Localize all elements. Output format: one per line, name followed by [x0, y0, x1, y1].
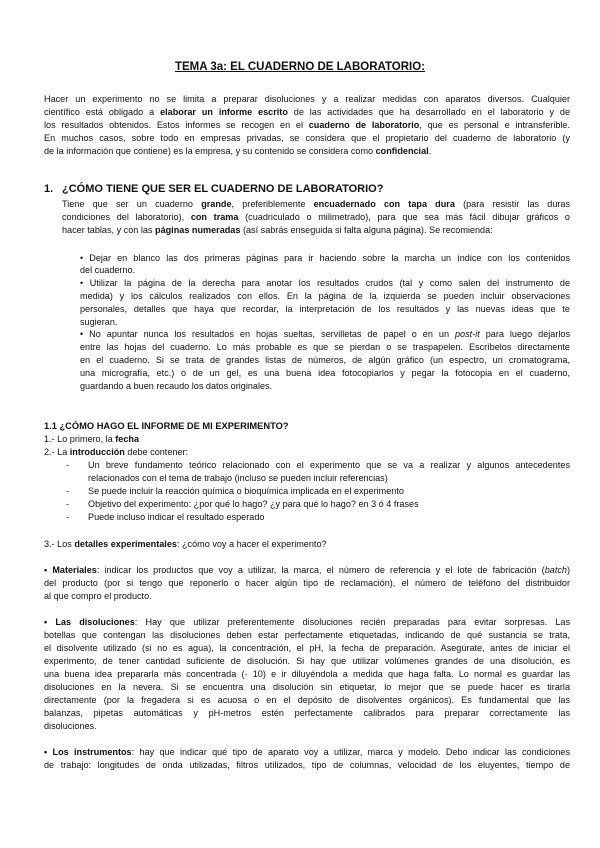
disoluciones-line-6: disoluciones en la nevera. Si se encuentra una disolución sin etiquetar, lo mejor que se puede hacer es tirarla [44, 682, 570, 692]
disoluciones-line-3: el disolvente utilizado (si no es agua), la concentración, el pH, la fecha de preparación. Asegúrate, antes de iniciar el [44, 643, 570, 653]
section-1-number: 1. [44, 183, 54, 195]
section-1-para-line-3: hacer tablas, y con las páginas numeradas (así sabrás enseguida si falta alguna página). Se recomienda: [62, 225, 493, 235]
bullet-2-line-2: medida) y los cálculos realizados con ellos. En la página de la izquierda se pueden incluir observaciones [80, 291, 570, 301]
dash-bullet: - [66, 486, 70, 496]
dash-item-1-line-2: relacionados con el tema de trabajo (incluso se pueden incluir referencias) [88, 473, 388, 483]
instrumentos-line-2: de trabajo: longitudes de onda utilizadas, filtros utilizados, tipo de columnas, velocidad de los eluyentes, tiempo de [44, 760, 570, 770]
page-title: TEMA 3a: EL CUADERNO DE LABORATORIO: [174, 61, 426, 73]
bullet-3-line-3: en el cuaderno. Si se trata de grandes listas de números, de algún gráfico (un espectro, un cromatograma, [80, 355, 570, 365]
materiales-line-1: • Materiales: indicar los productos que voy a utilizar, la marca, el número de referencia y el lote de fabricación (batch) [44, 565, 570, 575]
section-1-1-heading: 1.1 ¿CÓMO HAGO EL INFORME DE MI EXPERIMENTO? [44, 421, 289, 431]
disoluciones-line-9: disoluciones. [44, 721, 97, 731]
bullet-2-line-4: sugieran. [80, 317, 118, 327]
section-1-para-line-2: condiciones del laboratorio), con trama (cuadriculado o milimetrado), para que sea más fácil dibujar gráficos o [62, 212, 570, 222]
dash-item-2: Se puede incluir la reacción química o bioquímica implicada en el experimento [88, 486, 404, 496]
bullet-3-line-5: guardando a buen recaudo los datos originales. [80, 381, 273, 391]
dash-item-1-line-1: Un breve fundamento teórico relacionado con el experimento que se va a realizar y algunos antecedentes [88, 460, 570, 470]
bullet-3-line-2: entre las hojas del cuaderno. Lo más probable es que se pierdan o se traspapelen. Escríbelos directamente [80, 342, 570, 352]
intro-line-4: En muchos casos, sobre todo en empresas privadas, se considera que el propietario del cuaderno de laboratorio (y [44, 133, 570, 143]
item-1: 1.- Lo primero, la fecha [44, 434, 140, 444]
bullet-3-line-4: una micrografía, etc.) o de un gel, es una buena idea fotocopiarlos y pegar la fotocopia en el cuaderno, [80, 368, 570, 378]
item-3: 3.- Los detalles experimentales: ¿cómo voy a hacer el experimento? [44, 539, 327, 549]
dash-bullet: - [66, 512, 70, 522]
intro-line-3: los resultados obtenidos. Estos informes se recogen en el cuaderno de laboratorio, que es personal e intransferible. [44, 120, 571, 130]
item-2: 2.- La introducción debe contener: [44, 447, 189, 457]
disoluciones-line-7: directamente (por la fregadera si es acuosa o en el depósito de disolventes orgánicos). Es fundamental que las [44, 695, 570, 705]
section-1-para-line-1: Tiene que ser un cuaderno grande, preferiblemente encuadernado con tapa dura (para resistir las duras [62, 199, 571, 209]
dash-item-3: Objetivo del experimento: ¿por qué lo hago? ¿y para qué lo hago? en 3 ó 4 frases [88, 499, 419, 509]
intro-line-5: de la información que contiene) es la empresa, y su contenido se considera como confidencial. [44, 146, 432, 156]
bullet-1-line-1: • Dejar en blanco las dos primeras páginas para ir haciendo sobre la marcha un índice con los contenidos [80, 253, 570, 263]
dash-item-4: Puede incluso indicar el resultado esperado [88, 512, 265, 522]
disoluciones-line-8: balanzas, pipetas automáticas y pH-metros estén perfectamente calibrados para preparar correctamente las [44, 708, 570, 718]
disoluciones-line-5: una buena idea prepararla más concentrada (· 10) e ir diluyéndola a medida que haga falta. Lo normal es guardar las [44, 669, 570, 679]
bullet-1-line-2: del cuaderno. [80, 265, 136, 275]
intro-line-2: científico está obligado a elaborar un informe escrito de las actividades que ha desarrollado en el laboratorio y de [44, 107, 571, 117]
section-1-heading: ¿CÓMO TIENE QUE SER EL CUADERNO DE LABORATORIO? [62, 183, 384, 195]
disoluciones-line-2: botellas que contengan las disoluciones deben estar perfectamente etiquetadas, indicando de qué sustancia se trata, [44, 630, 570, 640]
bullet-2-line-1: • Utilizar la página de la derecha para anotar los resultados crudos (tal y como salen del instrumento de [80, 278, 570, 288]
disoluciones-line-4: experimento, de tener cantidad suficiente de disolución. Si hay que utilizar volúmenes grandes de una disolución, es [44, 656, 570, 666]
disoluciones-line-1: • Las disoluciones: Hay que utilizar preferentemente disoluciones recién preparadas para evitar sorpresas. Las [44, 617, 570, 627]
bullet-3-line-1: • No apuntar nunca los resultados en hojas sueltas, servilletas de papel o en un post-it para luego dejarlos [80, 329, 570, 339]
dash-bullet: - [66, 460, 70, 470]
dash-bullet: - [66, 499, 70, 509]
materiales-line-3: al que compro el producto. [44, 591, 152, 601]
instrumentos-line-1: • Los instrumentos: hay que indicar qué tipo de aparato voy a utilizar, marca y modelo. Debo indicar las condiciones [44, 747, 570, 757]
intro-line-1: Hacer un experimento no se limita a preparar disoluciones y a realizar medidas con aparatos diversos. Cualquier [44, 94, 570, 104]
bullet-2-line-3: personales, detalles que haya que recordar, la interpretación de los resultados y las nuevas ideas que te [80, 304, 570, 314]
materiales-line-2: del producto (por si tengo que reponerlo o hacer algún tipo de reclamación), el número de teléfono del distribuidor [44, 578, 570, 588]
